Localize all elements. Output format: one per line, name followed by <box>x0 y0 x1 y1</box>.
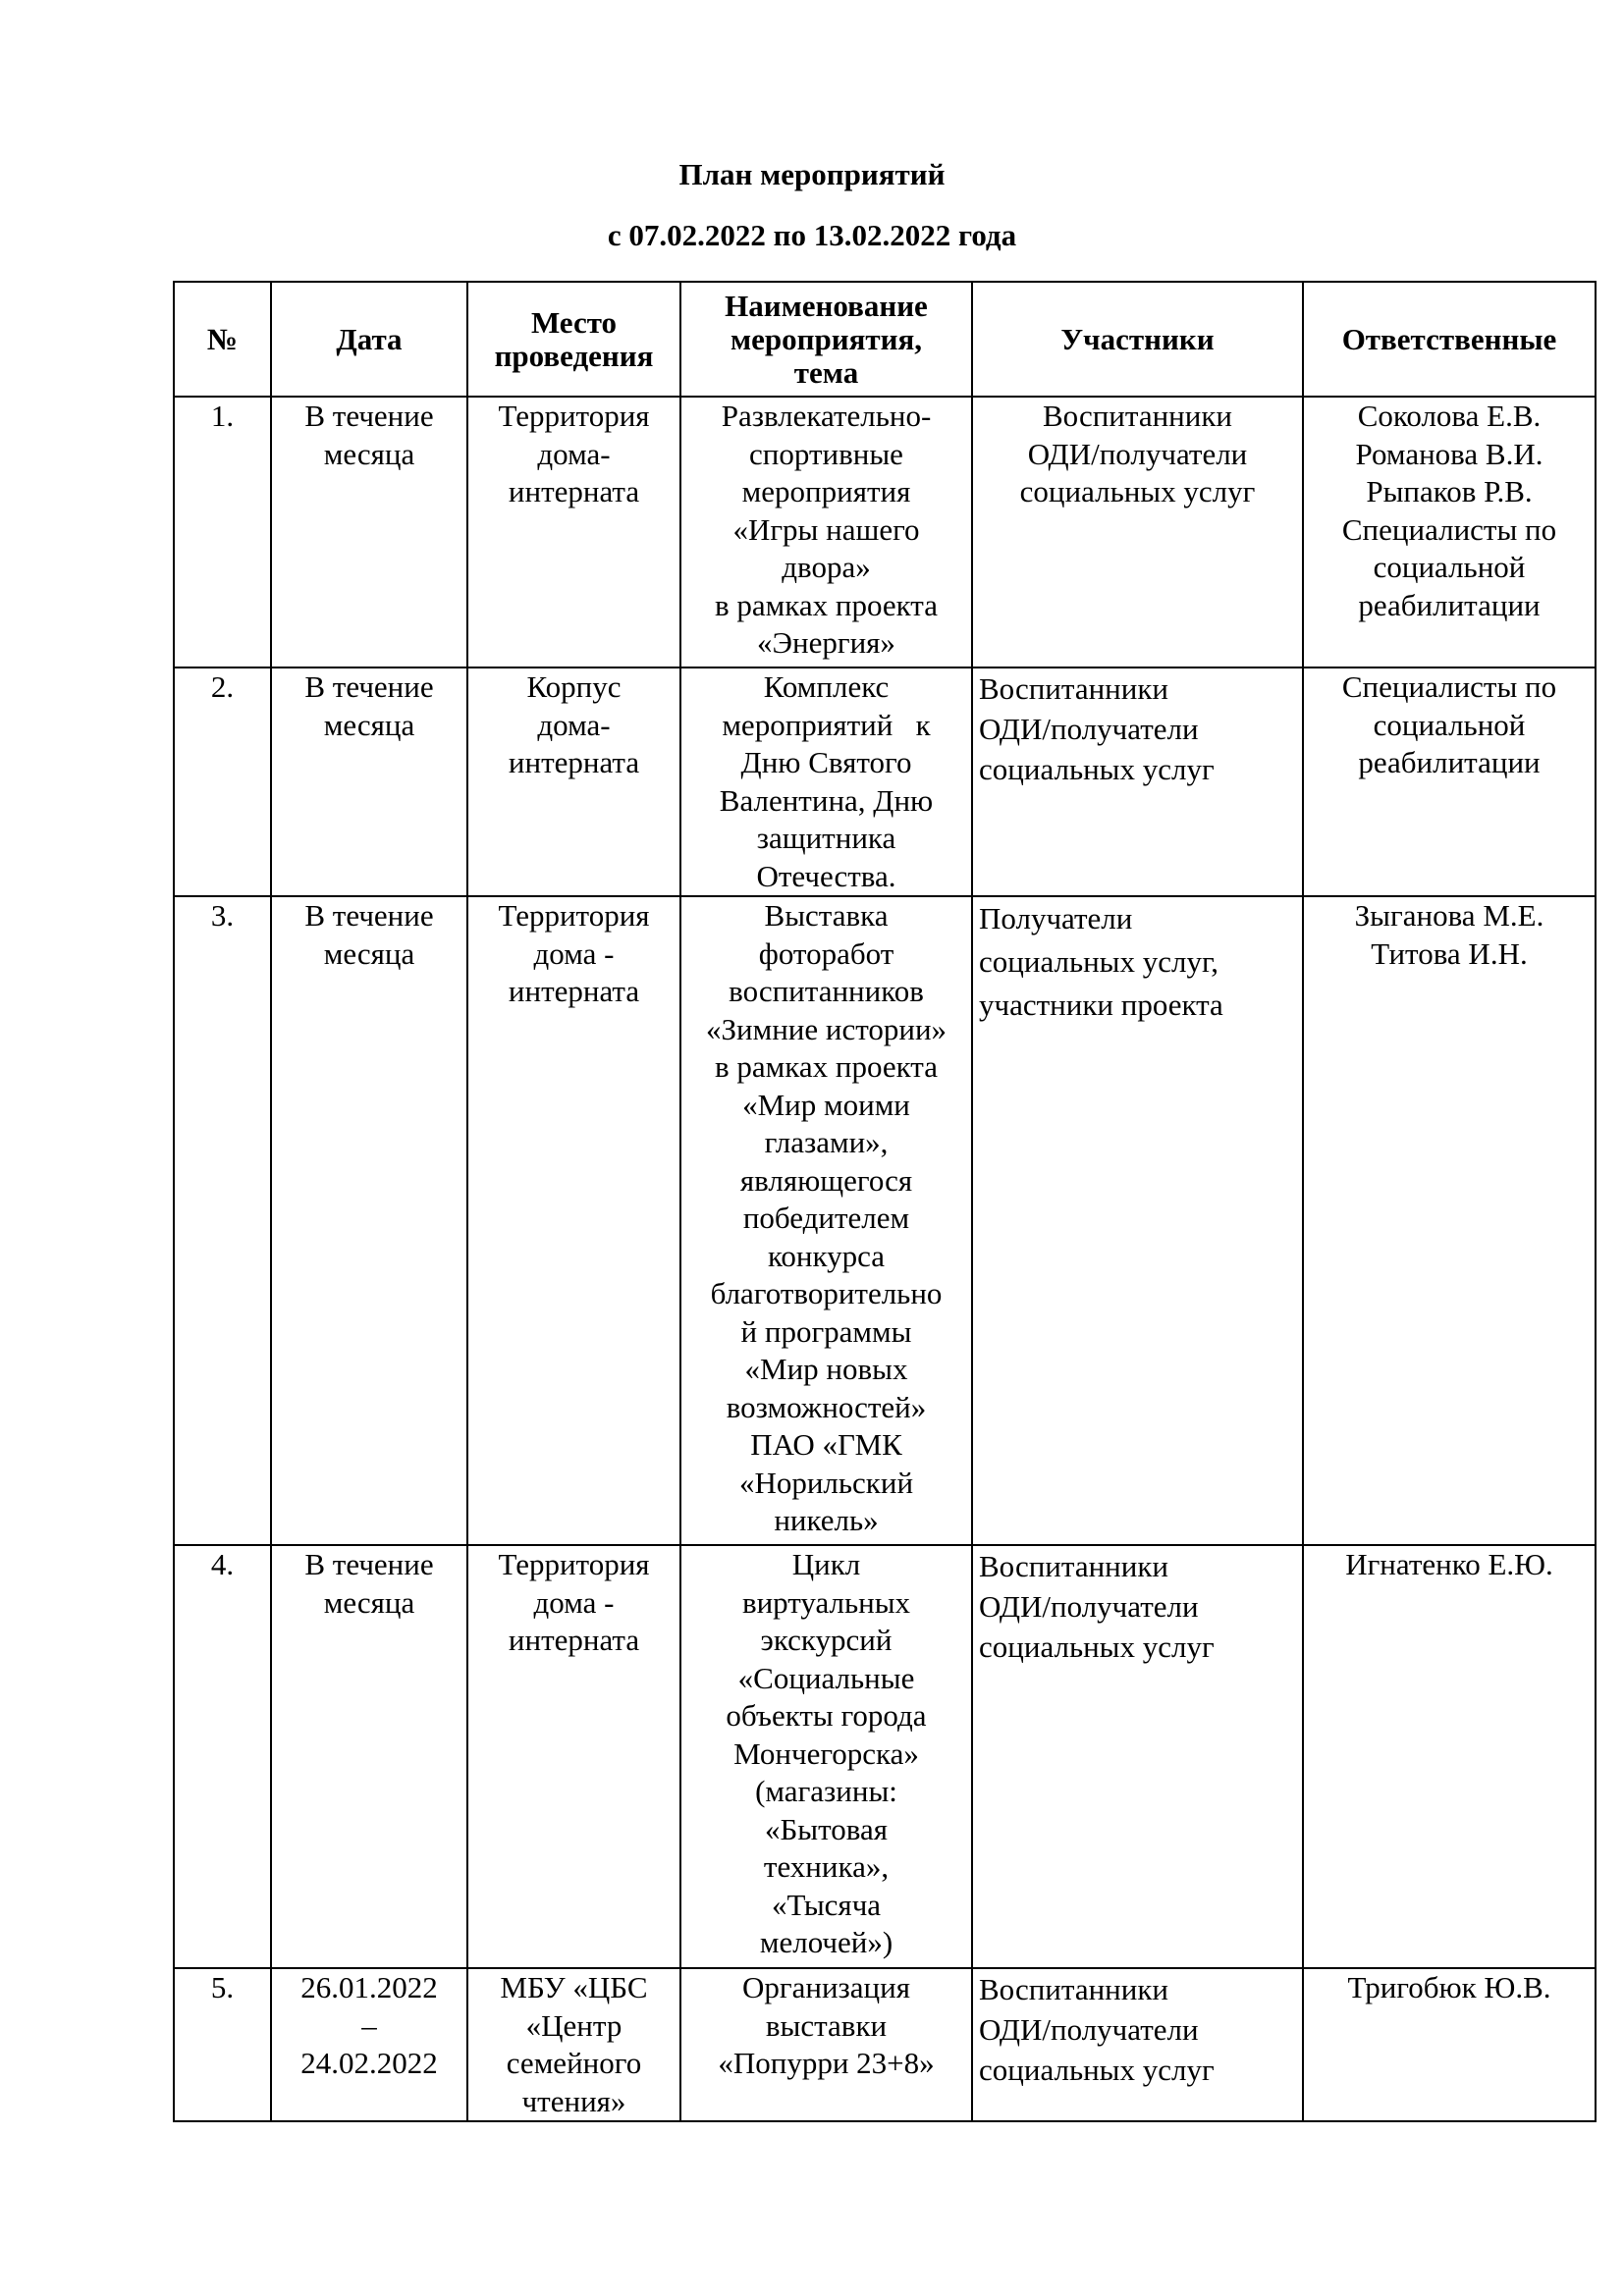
date-line: месяца <box>323 1584 415 1620</box>
document-subtitle: с 07.02.2022 по 13.02.2022 года <box>607 218 1017 252</box>
date-line: 26.01.2022 <box>300 1970 438 2004</box>
event-name-line: Отечества. <box>756 858 896 893</box>
event-name-line: спортивные <box>749 436 903 471</box>
cell-participants <box>972 1545 1303 1968</box>
cell-number <box>174 667 271 896</box>
event-name-line: выставки <box>765 2007 888 2043</box>
header-place-line: Место <box>530 304 618 340</box>
cell-participants <box>972 896 1303 1545</box>
event-name-line: глазами», <box>764 1125 889 1159</box>
cell-place <box>467 667 680 896</box>
participants-line: участники проекта <box>979 988 1223 1022</box>
event-name-line: в рамках проекта <box>715 587 938 622</box>
event-name-line: й программы <box>740 1313 912 1349</box>
row-number: 2. <box>210 669 235 704</box>
header-number <box>174 282 271 397</box>
row-number: 1. <box>210 399 235 433</box>
cell-responsible <box>1303 397 1596 667</box>
cell-number <box>174 896 271 1545</box>
place-line: «Центр <box>525 2007 623 2043</box>
date-line: В течение <box>304 669 434 704</box>
cell-event-name <box>680 667 972 896</box>
cell-event-name <box>680 397 972 667</box>
cell-place <box>467 896 680 1545</box>
event-name-line: «Игры нашего <box>732 511 920 547</box>
event-name-line: мероприятия <box>741 474 911 508</box>
table-row <box>174 896 1596 1545</box>
responsible-line: Романова В.И. <box>1355 436 1543 471</box>
place-line: интерната <box>508 745 640 779</box>
event-name-line: (магазины: <box>755 1774 897 1808</box>
header-responsible-text: Ответственные <box>1341 321 1557 356</box>
responsible-line: Зыганова М.Е. <box>1354 898 1544 933</box>
event-name-line: мелочей») <box>759 1925 893 1959</box>
participants-line: Воспитанники <box>979 1972 1168 2006</box>
cell-place <box>467 1968 680 2121</box>
responsible-line: реабилитации <box>1358 587 1541 622</box>
date-line: 24.02.2022 <box>300 2046 438 2080</box>
event-name-line: защитника <box>756 821 896 855</box>
event-name-line: «Энергия» <box>757 625 895 660</box>
event-name-line: являющегося <box>739 1162 913 1198</box>
header-responsible <box>1303 282 1596 397</box>
event-name-line: никель» <box>774 1503 879 1537</box>
cell-event-name <box>680 1968 972 2121</box>
participants-line: Воспитанники <box>979 1549 1168 1583</box>
event-name-line: виртуальных <box>741 1584 911 1620</box>
event-name-line: экскурсий <box>760 1623 893 1657</box>
place-line: Корпус <box>526 669 622 704</box>
place-line: дома- <box>537 707 611 742</box>
row-number: 5. <box>210 1970 235 2004</box>
cell-responsible <box>1303 1968 1596 2121</box>
cell-number <box>174 1968 271 2121</box>
cell-participants <box>972 397 1303 667</box>
responsible-line: Специалисты по <box>1341 511 1557 547</box>
cell-participants <box>972 667 1303 896</box>
date-line: месяца <box>323 935 415 971</box>
place-line: интерната <box>508 1623 640 1657</box>
cell-responsible <box>1303 1545 1596 1968</box>
event-name-line: «Попурри 23+8» <box>718 2046 935 2080</box>
cell-event-name <box>680 896 972 1545</box>
row-number: 3. <box>210 898 235 933</box>
event-name-line: Выставка <box>764 898 889 933</box>
date-line: В течение <box>304 1547 434 1581</box>
event-name-line: Комплекс <box>763 669 890 704</box>
place-line: интерната <box>508 974 640 1008</box>
participants-line: Получатели <box>979 901 1133 935</box>
document-title: План мероприятий <box>678 157 946 191</box>
participants-line: Воспитанники <box>1043 399 1232 433</box>
header-name-line: мероприятия, <box>731 321 922 356</box>
event-name-line: ПАО «ГМК <box>750 1427 902 1462</box>
event-name-line: «Норильский <box>738 1465 914 1500</box>
participants-line: социальных услуг, <box>979 944 1218 979</box>
event-name-line: Дню Святого <box>740 745 912 779</box>
cell-participants <box>972 1968 1303 2121</box>
event-name-line: двора» <box>782 550 871 584</box>
event-name-line: «Мир моими <box>742 1087 910 1122</box>
participants-line: социальных услуг <box>979 2053 1215 2087</box>
events-plan-table <box>173 281 1597 2122</box>
cell-event-name <box>680 1545 972 1968</box>
place-line: дома - <box>533 1584 615 1620</box>
participants-line: социальных услуг <box>979 1629 1215 1664</box>
header-event-name <box>680 282 972 397</box>
place-line: МБУ «ЦБС <box>500 1970 648 2004</box>
event-name-line: техника», <box>763 1849 890 1884</box>
responsible-line: социальной <box>1373 707 1526 742</box>
table-row <box>174 667 1596 896</box>
event-name-line: победителем <box>742 1201 910 1235</box>
participants-line: Воспитанники <box>979 671 1168 706</box>
cell-number <box>174 397 271 667</box>
event-name-line: Мончегорска» <box>733 1735 919 1771</box>
cell-date <box>271 1968 467 2121</box>
header-participants <box>972 282 1303 397</box>
place-line: Территория <box>498 898 650 933</box>
table-header-row <box>174 282 1596 397</box>
cell-responsible <box>1303 667 1596 896</box>
participants-line: социальных услуг <box>979 752 1215 786</box>
participants-line: ОДИ/получатели <box>979 712 1199 746</box>
row-number: 4. <box>210 1547 235 1581</box>
responsible-line: Специалисты по <box>1341 669 1557 704</box>
header-name-line: тема <box>793 354 859 390</box>
cell-place <box>467 397 680 667</box>
event-name-line: «Бытовая <box>764 1811 888 1846</box>
participants-line: социальных услуг <box>1019 474 1256 508</box>
responsible-line: реабилитации <box>1358 745 1541 779</box>
header-place-line: проведения <box>494 338 654 373</box>
header-number-text: № <box>206 321 239 356</box>
place-line: Территория <box>498 1547 650 1581</box>
table-body <box>174 397 1596 2121</box>
date-line: месяца <box>323 707 415 742</box>
responsible-line: Соколова Е.В. <box>1357 399 1542 433</box>
cell-number <box>174 1545 271 1968</box>
cell-date <box>271 667 467 896</box>
table-row <box>174 397 1596 667</box>
header-date-text: Дата <box>336 321 403 356</box>
date-line: месяца <box>323 436 415 471</box>
date-line: В течение <box>304 898 434 933</box>
cell-date <box>271 896 467 1545</box>
header-participants-text: Участники <box>1060 321 1215 356</box>
event-name-line: конкурса <box>767 1238 886 1273</box>
participants-line: ОДИ/получатели <box>979 1589 1199 1624</box>
event-name-line: «Мир новых <box>744 1352 908 1386</box>
event-name-line: фоторабот <box>758 935 894 971</box>
place-line: чтения» <box>521 2083 626 2118</box>
place-line: интерната <box>508 474 640 508</box>
table-row <box>174 1968 1596 2121</box>
event-name-line: благотворительно <box>710 1276 943 1310</box>
event-name-line: «Зимние истории» <box>705 1011 947 1046</box>
header-name-line: Наименование <box>725 288 928 323</box>
event-name-line: воспитанников <box>729 974 924 1008</box>
event-name-line: Организация <box>742 1970 910 2004</box>
date-line: – <box>361 2007 377 2043</box>
event-name-line: возможностей» <box>726 1389 927 1424</box>
responsible-line: Тригобюк Ю.В. <box>1347 1970 1551 2004</box>
header-place <box>467 282 680 397</box>
responsible-line: Титова И.Н. <box>1371 935 1528 971</box>
cell-date <box>271 397 467 667</box>
responsible-line: Рыпаков Р.В. <box>1366 474 1533 508</box>
event-name-line: мероприятий к <box>722 707 931 742</box>
place-line: Территория <box>498 399 650 433</box>
place-line: дома- <box>537 436 611 471</box>
event-name-line: «Тысяча <box>771 1887 882 1922</box>
event-name-line: Развлекательно- <box>721 399 932 433</box>
cell-responsible <box>1303 896 1596 1545</box>
responsible-line: Игнатенко Е.Ю. <box>1345 1547 1553 1581</box>
table-row <box>174 1545 1596 1968</box>
participants-line: ОДИ/получатели <box>979 2012 1199 2047</box>
event-name-line: в рамках проекта <box>715 1049 938 1084</box>
responsible-line: социальной <box>1373 550 1526 584</box>
event-name-line: Цикл <box>791 1547 861 1581</box>
participants-line: ОДИ/получатели <box>1027 436 1248 471</box>
place-line: дома - <box>533 935 615 971</box>
event-name-line: объекты города <box>726 1698 927 1733</box>
event-name-line: Валентина, Дню <box>719 782 934 818</box>
header-date <box>271 282 467 397</box>
place-line: семейного <box>506 2046 642 2080</box>
cell-date <box>271 1545 467 1968</box>
date-line: В течение <box>304 399 434 433</box>
cell-place <box>467 1545 680 1968</box>
event-name-line: «Социальные <box>737 1660 915 1695</box>
